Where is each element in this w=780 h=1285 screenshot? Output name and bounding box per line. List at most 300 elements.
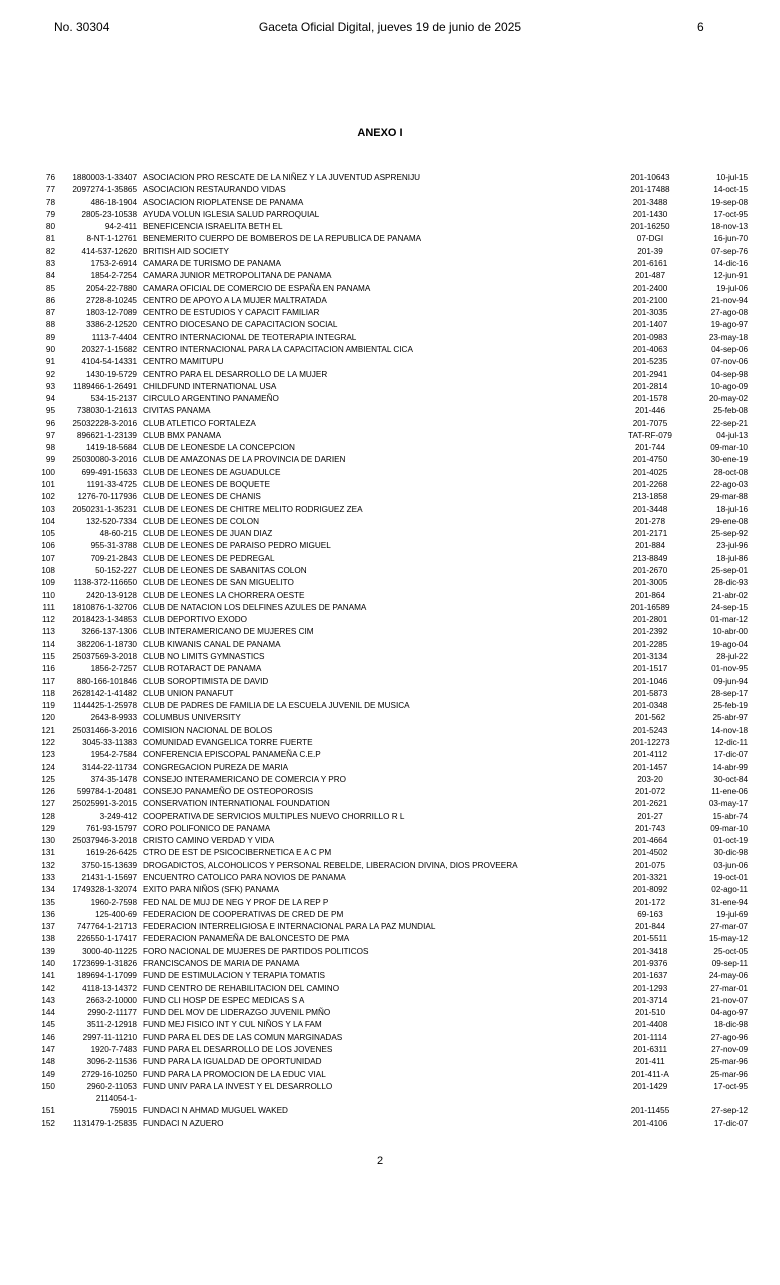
table-row xyxy=(30,676,748,688)
resolution-cell: 201-2171 xyxy=(632,529,668,539)
table-row xyxy=(30,921,748,933)
table-row xyxy=(30,442,748,454)
ruc-cell: 25030080-3-2016 xyxy=(72,455,137,465)
row-number-cell: 152 xyxy=(41,1118,55,1128)
ruc-cell: 3144-22-11734 xyxy=(82,762,137,772)
row-number-cell: 91 xyxy=(45,357,55,367)
date-cell: 25-abr-97 xyxy=(712,713,748,723)
table-row xyxy=(30,233,748,245)
table-row xyxy=(30,811,748,823)
row-number-cell: 121 xyxy=(41,725,55,735)
ruc-cell: 1131479-1-25835 xyxy=(72,1118,137,1128)
date-cell: 18-jul-86 xyxy=(716,553,748,563)
row-number-cell: 104 xyxy=(41,516,55,526)
organization-name-cell: CLUB DE LEONES LA CHORRERA OESTE xyxy=(143,590,305,600)
ruc-cell: 534-15-2137 xyxy=(90,394,137,404)
date-cell: 22-sep-21 xyxy=(711,418,748,428)
date-cell: 18-dic-98 xyxy=(713,1020,748,1030)
ruc-cell: 2054-22-7880 xyxy=(86,283,137,293)
date-cell: 25-sep-92 xyxy=(711,529,748,539)
row-number-cell: 140 xyxy=(41,959,55,968)
ruc-cell: 2997-11-11210 xyxy=(82,1032,137,1042)
table-row xyxy=(30,209,748,221)
resolution-cell: 201-411 xyxy=(635,1057,665,1067)
row-number-cell: 125 xyxy=(41,774,55,784)
resolution-cell: 201-884 xyxy=(634,541,666,551)
resolution-cell: 201-3714 xyxy=(632,995,668,1005)
organization-name-cell: COOPERATIVA DE SERVICIOS MULTIPLES NUEVO CHORRILLO R L xyxy=(143,811,405,821)
table-row xyxy=(30,970,748,982)
registry-table-tail xyxy=(30,1093,748,1130)
resolution-cell: 201-3448 xyxy=(632,504,668,514)
date-cell: 25-sep-01 xyxy=(711,566,748,575)
table-row xyxy=(30,786,748,798)
table-row xyxy=(30,847,748,859)
resolution-cell: 201-4750 xyxy=(632,455,668,465)
row-number-cell: 116 xyxy=(41,664,55,674)
resolution-cell: 69-163 xyxy=(637,909,663,919)
organization-name-cell: CLUB DE LEONES DE AGUADULCE xyxy=(143,467,281,477)
table-row xyxy=(30,946,748,958)
resolution-cell: 201-075 xyxy=(634,860,666,870)
table-row xyxy=(30,540,748,552)
table-row xyxy=(30,958,748,970)
resolution-cell: 201-4408 xyxy=(632,1020,668,1030)
date-cell: 30-ene-19 xyxy=(710,455,748,465)
row-number-cell: 117 xyxy=(41,676,55,686)
organization-name-cell: FRANCISCANOS DE MARIA DE PANAMA xyxy=(143,959,300,968)
organization-name-cell: ASOCIACION RIOPLATENSE DE PANAMA xyxy=(143,197,304,207)
organization-name-cell: CLUB DE LEONES DE COLON xyxy=(143,516,260,526)
row-number-cell: 84 xyxy=(45,271,55,281)
row-number-cell: 146 xyxy=(41,1032,55,1042)
resolution-cell: 201-2621 xyxy=(632,799,668,809)
table-row xyxy=(30,798,748,810)
date-cell: 12-jun-91 xyxy=(713,271,748,281)
table-row xyxy=(30,356,748,368)
row-number-cell: 151 xyxy=(41,1106,55,1116)
date-cell: 10-jul-15 xyxy=(716,173,748,182)
row-number-cell: 86 xyxy=(45,295,55,305)
organization-name-cell: FUND PARA EL DES DE LAS COMUN MARGINADAS xyxy=(143,1032,343,1042)
row-number-cell: 136 xyxy=(41,909,55,919)
row-number-cell: 111 xyxy=(42,602,55,612)
organization-name-cell: CAMARA DE TURISMO DE PANAMA xyxy=(143,258,281,268)
row-number-cell: 120 xyxy=(41,713,55,723)
date-cell: 29-mar-88 xyxy=(710,492,748,502)
organization-name-cell: CTRO DE EST DE PSICOCIBERNETICA E A C PM xyxy=(143,848,332,858)
ruc-cell: 2805-23-10538 xyxy=(81,209,137,219)
date-cell: 19-jul-69 xyxy=(716,909,748,919)
date-cell: 11-ene-06 xyxy=(711,787,748,797)
ruc-cell: 21431-1-15697 xyxy=(81,873,137,883)
ruc-cell: 25025991-3-2015 xyxy=(72,799,137,809)
ruc-cell: 2990-2-11177 xyxy=(87,1008,137,1018)
date-cell: 27-nov-09 xyxy=(711,1044,748,1054)
row-number-cell: 130 xyxy=(41,836,55,846)
row-number-cell: 94 xyxy=(45,394,55,404)
page-header xyxy=(0,20,780,36)
resolution-cell: TAT-RF-079 xyxy=(628,430,672,440)
date-cell: 21-nov-07 xyxy=(711,995,748,1005)
organization-name-cell: FUNDACI N AZUERO xyxy=(143,1118,224,1128)
organization-name-cell: CLUB INTERAMERICANO DE MUJERES CIM xyxy=(143,627,314,637)
resolution-cell: 201-7075 xyxy=(632,418,668,428)
organization-name-cell: CLUB KIWANIS CANAL DE PANAMA xyxy=(143,639,281,649)
date-cell: 28-jul-22 xyxy=(716,651,748,661)
row-number-cell: 106 xyxy=(41,541,55,551)
row-number-cell: 98 xyxy=(45,443,55,453)
organization-name-cell: CLUB DE PADRES DE FAMILIA DE LA ESCUELA JUVENIL DE MUSICA xyxy=(143,701,410,711)
row-number-cell: 78 xyxy=(45,197,55,207)
organization-name-cell: CHILDFUND INTERNATIONAL USA xyxy=(143,381,277,391)
date-cell: 28-dic-93 xyxy=(713,578,748,588)
date-cell: 04-sep-98 xyxy=(711,369,748,379)
ruc-cell: 1191-33-4725 xyxy=(86,480,137,490)
resolution-cell: 201-6311 xyxy=(633,1044,667,1054)
resolution-cell: 201-9376 xyxy=(632,959,668,968)
date-cell: 16-jun-70 xyxy=(713,234,748,244)
organization-name-cell: CLUB DE LEONES DE PARAISO PEDRO MIGUEL xyxy=(143,541,331,551)
date-cell: 09-jun-94 xyxy=(713,676,748,686)
row-number-cell: 82 xyxy=(45,246,55,256)
row-number-cell: 123 xyxy=(41,750,55,760)
table-row xyxy=(30,663,748,675)
date-cell: 01-mar-12 xyxy=(710,615,748,625)
organization-name-cell: ASOCIACION PRO RESCATE DE LA NIÑEZ Y LA JUVENTUD ASPRENIJU xyxy=(143,173,421,182)
table-row xyxy=(30,221,748,233)
table-row xyxy=(30,528,748,540)
resolution-cell: 203-20 xyxy=(637,774,663,784)
date-cell: 27-mar-01 xyxy=(710,983,748,993)
registry-table xyxy=(30,172,748,1130)
ruc-cell: 132-520-7334 xyxy=(86,516,137,526)
resolution-cell: 201-446 xyxy=(634,406,666,416)
ruc-cell: 1144425-1-25978 xyxy=(72,701,137,711)
table-row xyxy=(30,590,748,602)
ruc-cell: 2097274-1-35865 xyxy=(72,185,137,195)
resolution-cell: 201-3035 xyxy=(632,308,668,318)
resolution-cell: 201-411-A xyxy=(631,1069,669,1079)
resolution-cell: 201-2801 xyxy=(632,615,668,625)
date-cell: 03-jun-06 xyxy=(713,860,748,870)
organization-name-cell: FUND MEJ FISICO INT Y CUL NIÑOS Y LA FAM xyxy=(143,1020,322,1030)
ruc-cell: 3511-2-12918 xyxy=(86,1020,137,1030)
row-number-cell: 139 xyxy=(41,946,55,956)
row-number-cell: 141 xyxy=(41,971,55,981)
date-cell: 28-sep-17 xyxy=(711,688,748,698)
date-cell: 01-oct-19 xyxy=(713,836,748,846)
table-row xyxy=(30,1032,748,1044)
table-row xyxy=(30,725,748,737)
ruc-cell: 48-60-215 xyxy=(99,529,137,539)
organization-name-cell: CAMARA OFICIAL DE COMERCIO DE ESPAÑA EN PANAMA xyxy=(143,283,371,293)
table-row xyxy=(30,1019,748,1031)
organization-name-cell: CLUB UNION PANAFUT xyxy=(143,688,234,698)
organization-name-cell: CENTRO DIOCESANO DE CAPACITACION SOCIAL xyxy=(143,320,338,330)
table-row xyxy=(30,332,748,344)
row-number-cell: 124 xyxy=(41,762,55,772)
resolution-cell: 201-844 xyxy=(634,922,666,932)
table-row xyxy=(30,823,748,835)
organization-name-cell: CLUB DE LEONESDE LA CONCEPCION xyxy=(143,443,295,453)
date-cell: 30-oct-84 xyxy=(713,774,748,784)
organization-name-cell: BENEMERITO CUERPO DE BOMBEROS DE LA REPUBLICA DE PANAMA xyxy=(143,234,422,244)
table-row xyxy=(30,1044,748,1056)
resolution-cell: 201-3134 xyxy=(632,651,668,661)
resolution-cell: 201-8092 xyxy=(632,885,668,895)
date-cell: 14-dic-16 xyxy=(713,258,748,268)
row-number-cell: 144 xyxy=(41,1008,55,1018)
date-cell: 27-ago-96 xyxy=(710,1032,748,1042)
row-number-cell: 113 xyxy=(41,627,55,637)
date-cell: 10-abr-00 xyxy=(712,627,748,637)
resolution-cell: 201-3005 xyxy=(632,578,668,588)
row-number-cell: 108 xyxy=(41,566,55,575)
row-number-cell: 137 xyxy=(41,922,55,932)
resolution-cell: 201-5243 xyxy=(632,725,668,735)
date-cell: 07-sep-76 xyxy=(711,246,748,256)
table-row xyxy=(30,344,748,356)
date-cell: 17-dic-07 xyxy=(713,750,748,760)
row-number-cell: 131 xyxy=(41,848,55,858)
resolution-cell: 201-1457 xyxy=(632,762,668,772)
table-row xyxy=(30,1069,748,1081)
resolution-cell: 213-8849 xyxy=(632,553,668,563)
ruc-cell: 3000-40-11225 xyxy=(82,946,137,956)
date-cell: 09-mar-10 xyxy=(710,443,748,453)
table-row xyxy=(30,1056,748,1068)
ruc-cell: 4104-54-14331 xyxy=(81,357,137,367)
ruc-cell: 189694-1-17099 xyxy=(76,971,137,981)
organization-name-cell: CRISTO CAMINO VERDAD Y VIDA xyxy=(143,836,275,846)
table-row xyxy=(30,479,748,491)
resolution-cell: 201-562 xyxy=(634,713,666,723)
registry-table-body xyxy=(30,172,748,1093)
date-cell: 14-abr-99 xyxy=(712,762,748,772)
resolution-cell: 201-4502 xyxy=(632,848,668,858)
organization-name-cell: CENTRO MAMITUPU xyxy=(143,357,224,367)
organization-name-cell: CONSERVATION INTERNATIONAL FOUNDATION xyxy=(143,799,330,809)
table-row xyxy=(30,307,748,319)
table-row xyxy=(30,995,748,1007)
row-number-cell: 147 xyxy=(41,1044,55,1054)
row-number-cell: 95 xyxy=(45,406,55,416)
ruc-cell: 599784-1-20481 xyxy=(76,787,137,797)
resolution-cell: 201-16589 xyxy=(630,602,670,612)
resolution-cell: 201-2670 xyxy=(632,566,668,575)
gazette-publication-date: Gaceta Oficial Digital, jueves 19 de junio de 2025 xyxy=(258,20,522,34)
ruc-cell: 20327-1-15682 xyxy=(81,344,137,354)
organization-name-cell: CLUB ROTARACT DE PANAMA xyxy=(143,664,262,674)
organization-name-cell: EXITO PARA NIÑOS (SFK) PANAMA xyxy=(143,885,280,895)
row-number-cell: 96 xyxy=(45,418,55,428)
row-number-cell: 97 xyxy=(45,430,55,440)
organization-name-cell: FUND DEL MOV DE LIDERAZGO JUVENIL PMÑO xyxy=(143,1008,331,1018)
table-row xyxy=(30,418,748,430)
resolution-cell: 201-3321 xyxy=(632,873,668,883)
date-cell: 02-ago-11 xyxy=(711,885,748,895)
resolution-cell: 201-10643 xyxy=(630,173,670,182)
ruc-cell: 50-152-227 xyxy=(95,566,137,575)
ruc-cell: 25037569-3-2018 xyxy=(72,651,137,661)
organization-name-cell: CLUB ATLETICO FORTALEZA xyxy=(143,418,256,428)
row-number-cell: 100 xyxy=(41,467,55,477)
resolution-cell: 201-2941 xyxy=(632,369,668,379)
date-cell: 18-nov-13 xyxy=(711,222,748,232)
resolution-cell: 201-510 xyxy=(634,1008,666,1018)
table-row xyxy=(30,651,748,663)
resolution-cell: 201-1407 xyxy=(632,320,668,330)
ruc-cell: 1138-372-116650 xyxy=(73,578,137,588)
organization-name-cell: FUNDACI N AHMAD MUGUEL WAKED xyxy=(143,1106,288,1116)
row-number-cell: 148 xyxy=(41,1057,55,1067)
resolution-cell: 201-1293 xyxy=(632,983,668,993)
table-row xyxy=(30,258,748,270)
row-number-cell: 138 xyxy=(41,934,55,944)
ruc-cell: 761-93-15797 xyxy=(86,823,137,833)
ruc-cell: 2420-13-9128 xyxy=(86,590,137,600)
table-row xyxy=(30,491,748,503)
ruc-cell: 1723699-1-31826 xyxy=(72,959,137,968)
table-row xyxy=(30,1105,748,1117)
resolution-cell: 201-27 xyxy=(637,811,663,821)
resolution-cell: 201-3488 xyxy=(632,197,668,207)
ruc-cell: 955-31-3788 xyxy=(90,541,137,551)
row-number-cell: 118 xyxy=(41,688,55,698)
resolution-cell: 201-16250 xyxy=(630,222,670,232)
row-number-cell: 87 xyxy=(45,308,55,318)
resolution-cell: 201-744 xyxy=(634,443,666,453)
ruc-cell: 1749328-1-32074 xyxy=(72,885,137,895)
ruc-cell: 3386-2-12520 xyxy=(86,320,137,330)
resolution-cell: 201-4106 xyxy=(632,1118,668,1128)
resolution-cell: 201-2100 xyxy=(632,295,668,305)
ruc-cell: 1920-7-7483 xyxy=(90,1044,137,1054)
organization-name-cell: FEDERACION DE COOPERATIVAS DE CRED DE PM xyxy=(143,909,344,919)
ruc-cell: 382206-1-18730 xyxy=(76,639,137,649)
date-cell: 04-sep-06 xyxy=(711,344,748,354)
row-number-cell: 127 xyxy=(41,799,55,809)
date-cell: 25-mar-96 xyxy=(710,1057,748,1067)
table-row xyxy=(30,602,748,614)
resolution-cell: 201-0983 xyxy=(632,332,668,342)
organization-name-cell: CENTRO DE ESTUDIOS Y CAPACIT FAMILIAR xyxy=(143,308,320,318)
table-row xyxy=(30,430,748,442)
ruc-cell: 414-537-12620 xyxy=(81,246,137,256)
organization-name-cell: ENCUENTRO CATOLICO PARA NOVIOS DE PANAMA xyxy=(143,873,346,883)
organization-name-cell: FUND PARA LA IGUALDAD DE OPORTUNIDAD xyxy=(143,1057,322,1067)
organization-name-cell: CLUB DE NATACION LOS DELFINES AZULES DE PANAMA xyxy=(143,602,367,612)
resolution-cell: 201-17488 xyxy=(630,185,670,195)
ruc-cell: 1856-2-7257 xyxy=(90,664,137,674)
row-number-cell: 122 xyxy=(41,737,55,747)
table-row xyxy=(30,749,748,761)
date-cell: 03-may-17 xyxy=(708,799,748,809)
resolution-cell: 201-864 xyxy=(634,590,666,600)
table-row xyxy=(30,283,748,295)
resolution-cell: 201-39 xyxy=(637,246,663,256)
resolution-cell: 201-1114 xyxy=(633,1032,667,1042)
ruc-cell: 896621-1-23139 xyxy=(76,430,137,440)
organization-name-cell: AYUDA VOLUN IGLESIA SALUD PARROQUIAL xyxy=(143,209,320,219)
row-number-cell: 109 xyxy=(41,578,55,588)
ruc-cell: 25031466-3-2016 xyxy=(72,725,137,735)
ruc-cell: 3-249-412 xyxy=(99,811,137,821)
date-cell: 14-oct-15 xyxy=(713,185,748,195)
date-cell: 31-ene-94 xyxy=(710,897,748,907)
date-cell: 20-may-02 xyxy=(708,394,748,404)
organization-name-cell: CORO POLIFONICO DE PANAMA xyxy=(143,823,271,833)
ruc-cell: 880-166-101846 xyxy=(76,676,137,686)
date-cell: 30-dic-98 xyxy=(713,848,748,858)
table-row xyxy=(30,737,748,749)
table-row xyxy=(30,454,748,466)
table-row xyxy=(30,1118,748,1130)
organization-name-cell: CONSEJO INTERAMERICANO DE COMERCIA Y PRO xyxy=(143,774,347,784)
organization-name-cell: CLUB SOROPTIMISTA DE DAVID xyxy=(143,676,269,686)
ruc-cell: 2114054-1- xyxy=(95,1094,137,1104)
row-number-cell: 129 xyxy=(41,823,55,833)
date-cell: 23-may-18 xyxy=(708,332,748,342)
ruc-cell: 94-2-411 xyxy=(104,222,137,232)
organization-name-cell: CLUB DE LEONES DE CHITRE MELITO RODRIGUEZ ZEA xyxy=(143,504,363,514)
ruc-cell: 1880003-1-33407 xyxy=(72,173,137,182)
organization-name-cell: CIRCULO ARGENTINO PANAMEÑO xyxy=(143,394,279,404)
organization-name-cell: CLUB DE LEONES DE CHANIS xyxy=(143,492,261,502)
organization-name-cell: FUND UNIV PARA LA INVEST Y EL DESARROLLO xyxy=(143,1081,333,1091)
organization-name-cell: FEDERACION PANAMEÑA DE BALONCESTO DE PMA xyxy=(143,934,350,944)
date-cell: 21-nov-94 xyxy=(711,295,748,305)
ruc-cell: 1954-2-7584 xyxy=(90,750,137,760)
ruc-cell: 2050231-1-35231 xyxy=(72,504,137,514)
organization-name-cell: COLUMBUS UNIVERSITY xyxy=(143,713,241,723)
row-number-cell: 126 xyxy=(41,787,55,797)
resolution-cell: 201-1517 xyxy=(632,664,668,674)
organization-name-cell: CLUB DE AMAZONAS DE LA PROVINCIA DE DARIEN xyxy=(143,455,346,465)
date-cell: 21-abr-02 xyxy=(712,590,748,600)
table-row xyxy=(30,1007,748,1019)
row-number-cell: 107 xyxy=(41,553,55,563)
organization-name-cell: CLUB BMX PANAMA xyxy=(143,430,222,440)
ruc-cell: 1960-2-7598 xyxy=(90,897,137,907)
row-number-cell: 145 xyxy=(41,1020,55,1030)
table-row xyxy=(30,872,748,884)
organization-name-cell: COMISION NACIONAL DE BOLOS xyxy=(143,725,273,735)
resolution-cell: 201-1430 xyxy=(632,209,668,219)
date-cell: 10-ago-09 xyxy=(710,381,748,391)
resolution-cell: 201-6161 xyxy=(632,258,668,268)
organization-name-cell: CIVITAS PANAMA xyxy=(143,406,211,416)
resolution-cell: 201-12273 xyxy=(630,737,670,747)
ruc-cell: 1810876-1-32706 xyxy=(72,602,137,612)
ruc-cell: 759015 xyxy=(109,1106,137,1116)
table-row xyxy=(30,688,748,700)
ruc-cell: 3096-2-11536 xyxy=(86,1057,137,1067)
ruc-cell: 1276-70-117936 xyxy=(77,492,137,502)
row-number-cell: 85 xyxy=(45,283,55,293)
resolution-cell: 201-4112 xyxy=(633,750,667,760)
organization-name-cell: ASOCIACION RESTAURANDO VIDAS xyxy=(143,185,286,195)
resolution-cell: 201-3418 xyxy=(632,946,668,956)
table-row xyxy=(30,369,748,381)
organization-name-cell: CENTRO PARA EL DESARROLLO DE LA MUJER xyxy=(143,369,328,379)
date-cell: 17-oct-95 xyxy=(713,209,748,219)
row-number-cell: 142 xyxy=(41,983,55,993)
row-number-cell: 115 xyxy=(41,651,55,661)
table-row xyxy=(30,184,748,196)
ruc-cell: 1189466-1-26491 xyxy=(72,381,137,391)
